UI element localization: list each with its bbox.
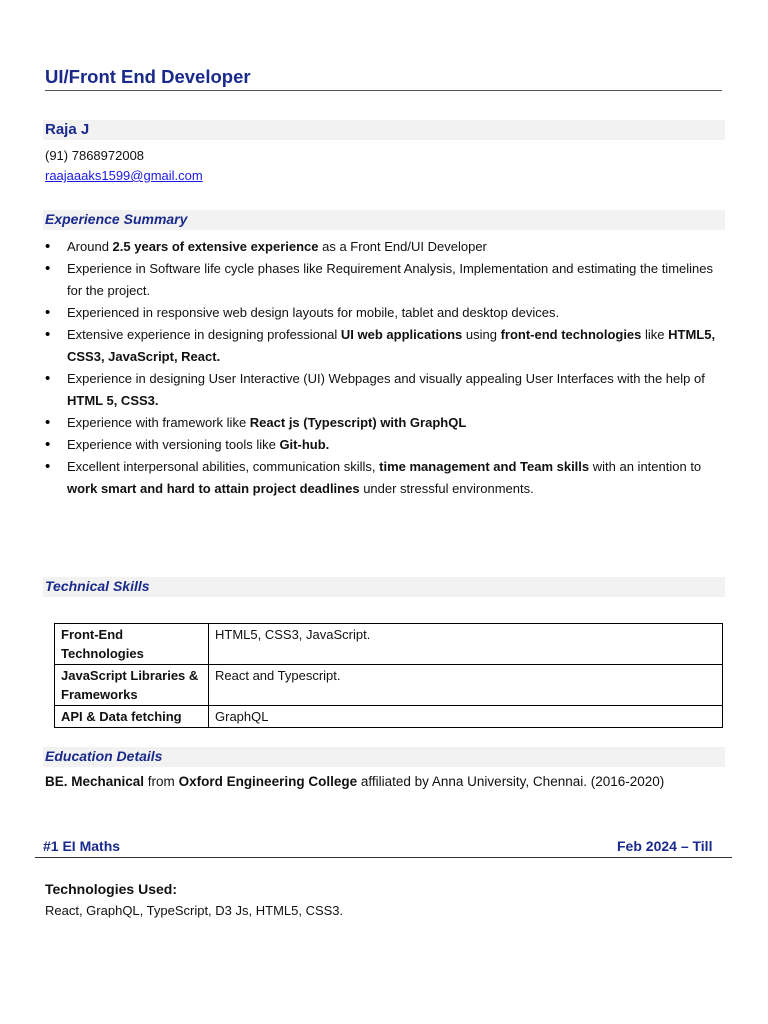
text: Around (67, 239, 113, 254)
text: Excellent interpersonal abilities, communication skills, (67, 459, 380, 474)
table-row (55, 624, 723, 665)
skill-value: HTML5, CSS3, JavaScript. (209, 624, 723, 665)
text: under stressful environments. (359, 481, 534, 496)
text: as a Front End/UI Developer (318, 239, 487, 254)
text: Experience with versioning tools like (67, 437, 280, 452)
skill-value: React and Typescript. (209, 665, 723, 706)
bold-text: HTML5, CSS3, JavaScript, React. (67, 327, 716, 364)
candidate-name: Raja J (45, 121, 90, 138)
list-item (45, 236, 725, 258)
list-item (45, 456, 725, 500)
technologies-list: React, GraphQL, TypeScript, D3 Js, HTML5, CSS3. (45, 903, 344, 918)
text: using (462, 327, 501, 342)
document-title: UI/Front End Developer (45, 66, 251, 87)
skill-key: JavaScript Libraries & Frameworks (55, 665, 209, 706)
phone-number: (91) 7868972008 (45, 148, 145, 163)
college: Oxford Engineering College (178, 774, 358, 789)
text: with an intention to (589, 459, 702, 474)
bold-text: 2.5 years of extensive experience (112, 239, 319, 254)
list-item (45, 368, 725, 412)
project-name: #1 EI Maths (43, 838, 121, 854)
skills-table (54, 623, 723, 728)
degree: BE. Mechanical (45, 774, 145, 789)
list-item (45, 302, 725, 324)
experience-list (45, 236, 725, 500)
text: Experience with framework like (67, 415, 250, 430)
from-text: from (144, 774, 179, 789)
text: Extensive experience in designing professional (67, 327, 341, 342)
education-heading: Education Details (45, 748, 163, 764)
project-divider (35, 857, 732, 858)
education-line (45, 774, 664, 789)
project-dates: Feb 2024 – Till (617, 838, 713, 854)
title-divider (45, 90, 722, 91)
skill-key: Front-End Technologies (55, 624, 209, 665)
skills-heading: Technical Skills (45, 578, 150, 594)
table-row (55, 706, 723, 728)
bold-text: time management and Team skills (379, 459, 590, 474)
skill-value: GraphQL (209, 706, 723, 728)
text: Experience in designing User Interactive (UI) Webpages and visually appealing User Interfaces with the help of (67, 371, 705, 386)
email-link[interactable]: raajaaaks1599@gmail.com (45, 168, 203, 183)
bold-text: Git-hub. (279, 437, 330, 452)
text: Experience in Software life cycle phases like Requirement Analysis, Implementation and estimating the timelines for the project. (67, 261, 713, 298)
technologies-heading: Technologies Used: (45, 881, 177, 897)
table-row (55, 665, 723, 706)
list-item (45, 258, 725, 302)
skill-key: API & Data fetching (55, 706, 209, 728)
bold-text: UI web applications (340, 327, 463, 342)
bold-text: HTML 5, CSS3. (67, 393, 159, 408)
list-item (45, 412, 725, 434)
bold-text: React js (Typescript) with GraphQL (249, 415, 467, 430)
list-item (45, 434, 725, 456)
name-band (43, 120, 725, 140)
text: like (641, 327, 669, 342)
bold-text: work smart and hard to attain project deadlines (67, 481, 360, 496)
list-item (45, 324, 725, 368)
bold-text: front-end technologies (500, 327, 642, 342)
text: Experienced in responsive web design layouts for mobile, tablet and desktop devices. (67, 305, 560, 320)
education-rest: affiliated by Anna University, Chennai. (2016-2020) (357, 774, 665, 789)
experience-heading: Experience Summary (45, 211, 188, 227)
